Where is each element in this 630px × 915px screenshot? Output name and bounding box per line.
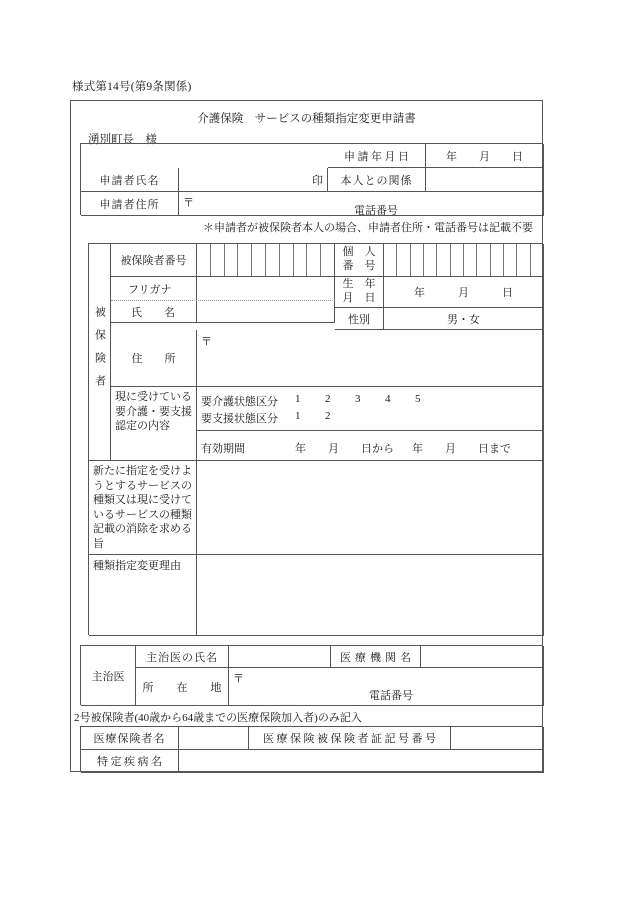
- gender-label: [335, 308, 384, 330]
- institution-label: [331, 646, 421, 668]
- certification-label-text: 現に受けている要介護・要支援認定の内容: [115, 391, 192, 433]
- care-level-option-3[interactable]: 3: [355, 393, 361, 405]
- disease-input[interactable]: [179, 750, 544, 773]
- birth-date-label: [335, 277, 384, 308]
- insured-address-label-text: 住 所: [131, 353, 176, 365]
- card-number-label-text: 医療保険被保険者証記号番号: [263, 733, 439, 745]
- reason-label-text: 種類指定変更理由: [93, 560, 181, 572]
- gender-value-text: 男・女: [447, 313, 480, 326]
- seal-mark: 印: [312, 174, 323, 187]
- applicant-address-label-text: 申請者住所: [99, 198, 160, 211]
- insured-number-cell-2[interactable]: [210, 244, 224, 276]
- designation-label-text: 新たに指定を受けようとするサービスの種類又は現に受けているサービスの種類記載の消除を求める旨: [93, 465, 192, 550]
- page-title: 介護保険 サービスの種類指定変更申請書: [197, 113, 416, 125]
- insured-address-label: [111, 330, 197, 387]
- personal-number-label-line2: 番 号: [342, 260, 376, 272]
- designation-input[interactable]: [197, 461, 544, 555]
- support-level-option-1[interactable]: 1: [295, 410, 301, 422]
- disease-label-text: 特定疾病名: [97, 756, 165, 768]
- application-date-value-text: 年 月 日: [446, 150, 523, 163]
- furigana-label: フリガナ: [128, 284, 172, 296]
- applicant-table: [80, 143, 543, 215]
- support-level-option-2[interactable]: 2: [325, 410, 331, 422]
- care-level-option-4[interactable]: 4: [385, 393, 391, 405]
- physician-table: [80, 645, 543, 705]
- care-level-option-5[interactable]: 5: [415, 393, 421, 405]
- birth-date-value-text: 年 月 日: [414, 287, 513, 299]
- personal-number-label-line1: 個 人: [342, 246, 376, 259]
- personal-number-cell-12[interactable]: [530, 244, 543, 276]
- personal-number-cell-3[interactable]: [410, 244, 423, 276]
- insured-number-cell-3[interactable]: [224, 244, 238, 276]
- personal-number-cell-4[interactable]: [423, 244, 436, 276]
- personal-number-cell-7[interactable]: [463, 244, 476, 276]
- insured-vertical-label-text: 被保険者: [93, 306, 106, 398]
- gender-value[interactable]: [384, 308, 544, 330]
- physician-phone-label: 電話番号: [369, 690, 413, 702]
- category2-table: [80, 726, 543, 772]
- insured-number-cell-4[interactable]: [237, 244, 251, 276]
- application-date-label-text: 申請年月日: [344, 150, 412, 163]
- insured-table: [88, 243, 543, 460]
- valid-period-from: 年 月 日から: [295, 443, 394, 455]
- form-number: 様式第14号(第9条関係): [72, 81, 192, 93]
- personal-number-grid[interactable]: [384, 244, 544, 277]
- valid-period-label: 有効期間: [201, 443, 245, 455]
- reason-input[interactable]: [197, 555, 544, 636]
- insured-number-cell-1[interactable]: [197, 244, 210, 276]
- applicant-row1-blank: [81, 144, 328, 168]
- gender-label-text: 性別: [348, 313, 370, 326]
- insured-postal-mark: 〒: [201, 336, 212, 348]
- physician-location-label: [136, 668, 229, 706]
- physician-location-label-text: 所 在 地: [142, 681, 228, 694]
- physician-name-label-text: 主治医の氏名: [146, 651, 218, 664]
- applicant-postal-mark: 〒: [183, 197, 194, 209]
- institution-input[interactable]: [421, 646, 544, 668]
- application-date-value[interactable]: [426, 144, 544, 168]
- physician-location-input[interactable]: [229, 668, 544, 706]
- physician-section-label-text: 主治医: [91, 670, 125, 683]
- service-change-table: [88, 460, 543, 635]
- personal-number-cell-11[interactable]: [516, 244, 529, 276]
- furigana-name-divider: [111, 300, 335, 301]
- insurer-name-label: [81, 727, 179, 750]
- designation-label: [89, 461, 197, 555]
- relationship-value[interactable]: [426, 168, 544, 192]
- insured-number-cell-10[interactable]: [320, 244, 334, 276]
- disease-label: [81, 750, 179, 773]
- personal-number-cell-10[interactable]: [503, 244, 516, 276]
- card-number-input[interactable]: [451, 727, 544, 750]
- reason-label: [89, 555, 197, 636]
- birth-date-label-line2: 月 日: [342, 292, 376, 304]
- applicant-address-input[interactable]: [179, 192, 544, 216]
- physician-postal-mark: 〒: [233, 673, 244, 685]
- insurer-name-input[interactable]: [179, 727, 249, 750]
- birth-date-value[interactable]: [384, 277, 544, 308]
- birth-date-label-line1: 生 年: [342, 278, 376, 291]
- insurer-name-label-text: 医療保険者名: [93, 733, 166, 745]
- insured-number-label: [111, 244, 197, 277]
- personal-number-cell-1[interactable]: [384, 244, 396, 276]
- birth-date-label-stack: [335, 278, 383, 306]
- addressee: 湧別町長 様: [88, 134, 157, 146]
- relationship-label-text: 本人との関係: [340, 174, 413, 187]
- application-date-label: [328, 144, 426, 168]
- care-level-option-2[interactable]: 2: [325, 393, 331, 405]
- relationship-label: [328, 168, 426, 192]
- insured-number-label-text: 被保険者番号: [120, 255, 187, 267]
- physician-name-input[interactable]: [229, 646, 331, 668]
- institution-label-text: 医療機関名: [340, 651, 415, 664]
- care-level-option-1[interactable]: 1: [295, 393, 301, 405]
- valid-period-area[interactable]: [197, 431, 544, 461]
- physician-name-label: [136, 646, 229, 668]
- care-level-label: 要介護状態区分: [201, 396, 278, 408]
- applicant-name-label-text: 申請者氏名: [99, 174, 160, 187]
- insured-name-label: 氏 名: [131, 307, 175, 319]
- insured-number-cell-6[interactable]: [265, 244, 279, 276]
- personal-number-cell-2[interactable]: [396, 244, 409, 276]
- insured-vertical-label: [89, 244, 111, 461]
- personal-number-label: [335, 244, 384, 277]
- valid-period-to: 年 月 日まで: [412, 443, 511, 455]
- applicant-address-label: [81, 192, 179, 216]
- insured-address-input[interactable]: [197, 330, 544, 387]
- applicant-name-input[interactable]: [179, 168, 328, 192]
- care-level-area[interactable]: [197, 387, 544, 431]
- personal-number-cell-8[interactable]: [476, 244, 489, 276]
- personal-number-cell-5[interactable]: [436, 244, 449, 276]
- insured-number-cell-9[interactable]: [306, 244, 320, 276]
- insured-number-cell-5[interactable]: [251, 244, 265, 276]
- card-number-label: [249, 727, 451, 750]
- applicant-name-label: [81, 168, 179, 192]
- personal-number-cell-6[interactable]: [450, 244, 463, 276]
- insured-number-grid[interactable]: [197, 244, 335, 277]
- category2-note: 2号被保険者(40歳から64歳までの医療保険加入者)のみ記入: [74, 712, 362, 724]
- support-level-label: 要支援状態区分: [201, 413, 278, 425]
- certification-label: [111, 387, 197, 461]
- physician-section-label: [81, 646, 136, 706]
- personal-number-cell-9[interactable]: [490, 244, 503, 276]
- insured-number-cell-7[interactable]: [279, 244, 293, 276]
- personal-number-label-stack: [335, 246, 383, 274]
- insured-number-cell-8[interactable]: [293, 244, 307, 276]
- applicant-note: ＊申請者が被保険者本人の場合、申請者住所・電話番号は記載不要: [203, 222, 533, 234]
- applicant-phone-label: 電話番号: [354, 205, 398, 216]
